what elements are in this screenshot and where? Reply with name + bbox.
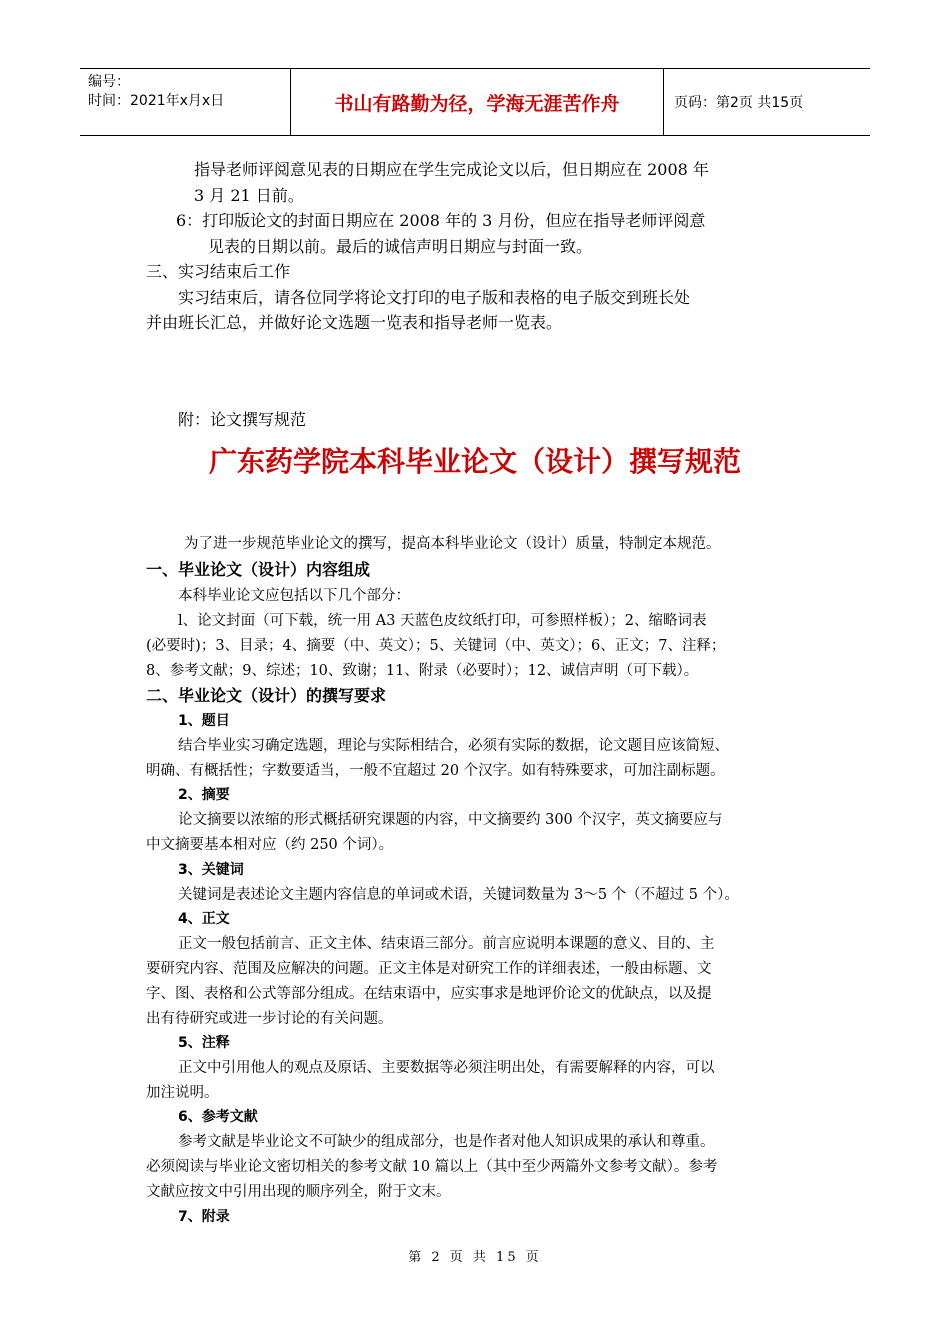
body-paragraph: 出有待研究或进一步讨论的有关问题。 (146, 1011, 393, 1027)
header-time: 时间：2021年x月x日 (88, 93, 225, 109)
body-paragraph: 文献应按文中引用出现的顺序列全，附于文末。 (146, 1184, 451, 1200)
subsection-heading: 3、关键词 (178, 862, 244, 878)
page-footer: 第 2 页 共 15 页 (408, 1250, 542, 1265)
body-paragraph: 正文中引用他人的观点及原话、主要数据等必须注明出处，有需要解释的内容，可以 (178, 1060, 715, 1076)
body-paragraph: 结合毕业实习确定选题，理论与实际相结合，必须有实际的数据，论文题目应该简短、 (178, 738, 729, 754)
intro-heading: 三、实习结束后工作 (146, 262, 291, 281)
body-paragraph: 论文摘要以浓缩的形式概括研究课题的内容，中文摘要约 300 个汉字，英文摘要应与 (178, 812, 723, 828)
appendix-label: 附：论文撰写规范 (178, 410, 307, 429)
body-paragraph: (必要时)；3、目录；4、摘要（中、英文）；5、关键词（中、英文）；6、正文；7、注释； (146, 638, 726, 654)
body-paragraph: 明确、有概括性；字数要适当，一般不宜超过 20 个汉字。如有特殊要求，可加注副标题。 (146, 763, 725, 779)
page-header (80, 68, 870, 136)
header-motto: 书山有路勤为径，学海无涯苦作舟 (291, 69, 664, 135)
header-page-info: 页码：第2页 共15页 (674, 95, 804, 111)
body-paragraph: 为了进一步规范毕业论文的撰写，提高本科毕业论文（设计）质量，特制定本规范。 (184, 536, 721, 552)
body-paragraph: 中文摘要基本相对应（约 250 个词）。 (146, 837, 394, 853)
document-title: 广东药学院本科毕业论文（设计）撰写规范 (208, 445, 741, 478)
intro-line: 见表的日期以前。最后的诚信声明日期应与封面一致。 (208, 237, 593, 256)
body-paragraph: 字、图、表格和公式等部分组成。在结束语中，应实事求是地评价论文的优缺点，以及提 (146, 986, 712, 1002)
body-paragraph: 必须阅读与毕业论文密切相关的参考文献 10 篇以上（其中至少两篇外文参考文献）。参考 (146, 1159, 718, 1175)
subsection-heading: 2、摘要 (178, 787, 230, 803)
intro-line: 并由班长汇总，并做好论文选题一览表和指导老师一览表。 (146, 313, 563, 332)
intro-line: 实习结束后，请各位同学将论文打印的电子版和表格的电子版交到班长处 (178, 288, 691, 307)
section-heading: 二、毕业论文（设计）的撰写要求 (146, 686, 387, 705)
header-code: 编号： (88, 74, 130, 90)
subsection-heading: 5、注释 (178, 1035, 230, 1051)
intro-line: 6：打印版论文的封面日期应在 2008 年的 3 月份，但应在指导老师评阅意 (176, 211, 706, 230)
body-paragraph: 参考文献是毕业论文不可缺少的组成部分，也是作者对他人知识成果的承认和尊重。 (178, 1134, 715, 1150)
intro-line: 3 月 21 日前。 (194, 186, 304, 205)
subsection-heading: 4、正文 (178, 911, 230, 927)
body-paragraph: 8、参考文献；9、综述；10、致谢；11、附录（必要时）；12、诚信声明（可下载）。 (146, 663, 699, 679)
subsection-heading: 1、题目 (178, 713, 230, 729)
header-meta (80, 69, 291, 135)
intro-line: 指导老师评阅意见表的日期应在学生完成论文以后，但日期应在 2008 年 (194, 160, 709, 179)
body-paragraph: 加注说明。 (146, 1085, 219, 1101)
subsection-heading: 6、参考文献 (178, 1109, 258, 1125)
subsection-heading: 7、附录 (178, 1209, 230, 1225)
body-paragraph: 正文一般包括前言、正文主体、结束语三部分。前言应说明本课题的意义、目的、主 (178, 936, 715, 952)
body-paragraph: 要研究内容、范围及应解决的问题。正文主体是对研究工作的详细表述，一般由标题、文 (146, 961, 712, 977)
body-paragraph: l、论文封面（可下载，统一用 A3 天蓝色皮纹纸打印，可参照样板）；2、缩略词表 (178, 613, 707, 629)
body-paragraph: 关键词是表述论文主题内容信息的单词或术语，关键词数量为 3～5 个（不超过 5 个）。 (178, 887, 739, 903)
body-paragraph: 本科毕业论文应包括以下几个部分： (178, 588, 410, 604)
section-heading: 一、毕业论文（设计）内容组成 (146, 560, 371, 579)
